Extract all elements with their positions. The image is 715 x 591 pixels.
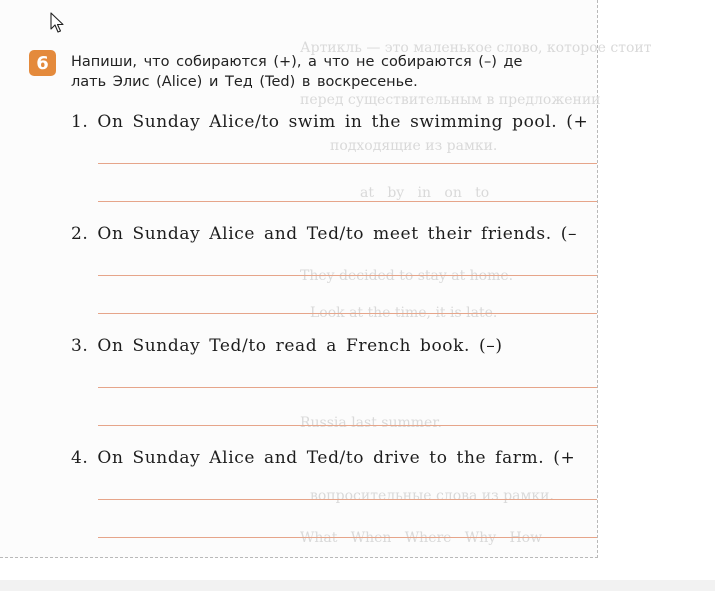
exercise-number-badge: 6 bbox=[29, 50, 56, 76]
answer-line[interactable] bbox=[98, 537, 597, 538]
bleed-through-text: вопросительные слова из рамки. bbox=[310, 488, 554, 504]
exercise-item-4: 4. On Sunday Alice and Ted/to drive to the farm. (+ bbox=[71, 448, 576, 468]
answer-line[interactable] bbox=[98, 313, 597, 314]
answer-line[interactable] bbox=[98, 425, 597, 426]
bleed-through-text: перед существительным в предложении bbox=[300, 92, 601, 108]
mouse-pointer-icon bbox=[50, 12, 66, 34]
answer-line[interactable] bbox=[98, 387, 597, 388]
bleed-through-text: Look at the time, it is late. bbox=[310, 305, 498, 321]
answer-line[interactable] bbox=[98, 201, 597, 202]
answer-line[interactable] bbox=[98, 163, 597, 164]
exercise-item-1: 1. On Sunday Alice/to swim in the swimming pool. (+ bbox=[71, 112, 589, 132]
bleed-through-text: подходящие из рамки. bbox=[330, 138, 498, 154]
bleed-through-text: What When Where Why How bbox=[300, 530, 543, 546]
exercise-item-2: 2. On Sunday Alice and Ted/to meet their friends. (– bbox=[71, 224, 578, 244]
exercise-instruction bbox=[71, 52, 597, 92]
instruction-line: лать Элис (Alice) и Тед (Ted) в воскресенье. bbox=[71, 74, 418, 90]
answer-line[interactable] bbox=[98, 275, 597, 276]
answer-line[interactable] bbox=[98, 499, 597, 500]
viewer-footer-bar bbox=[0, 580, 715, 591]
bleed-through-text: Артикль — это маленькое слово, которое стоит bbox=[300, 40, 652, 56]
bleed-through-text: Russia last summer. bbox=[300, 415, 442, 431]
bleed-through-text: They decided to stay at home. bbox=[300, 268, 514, 284]
exercise-item-3: 3. On Sunday Ted/to read a French book. (–) bbox=[71, 336, 503, 356]
instruction-line: Напиши, что собираются (+), а что не собираются (–) де bbox=[71, 54, 523, 70]
bleed-through-text: at by in on to bbox=[360, 185, 490, 201]
